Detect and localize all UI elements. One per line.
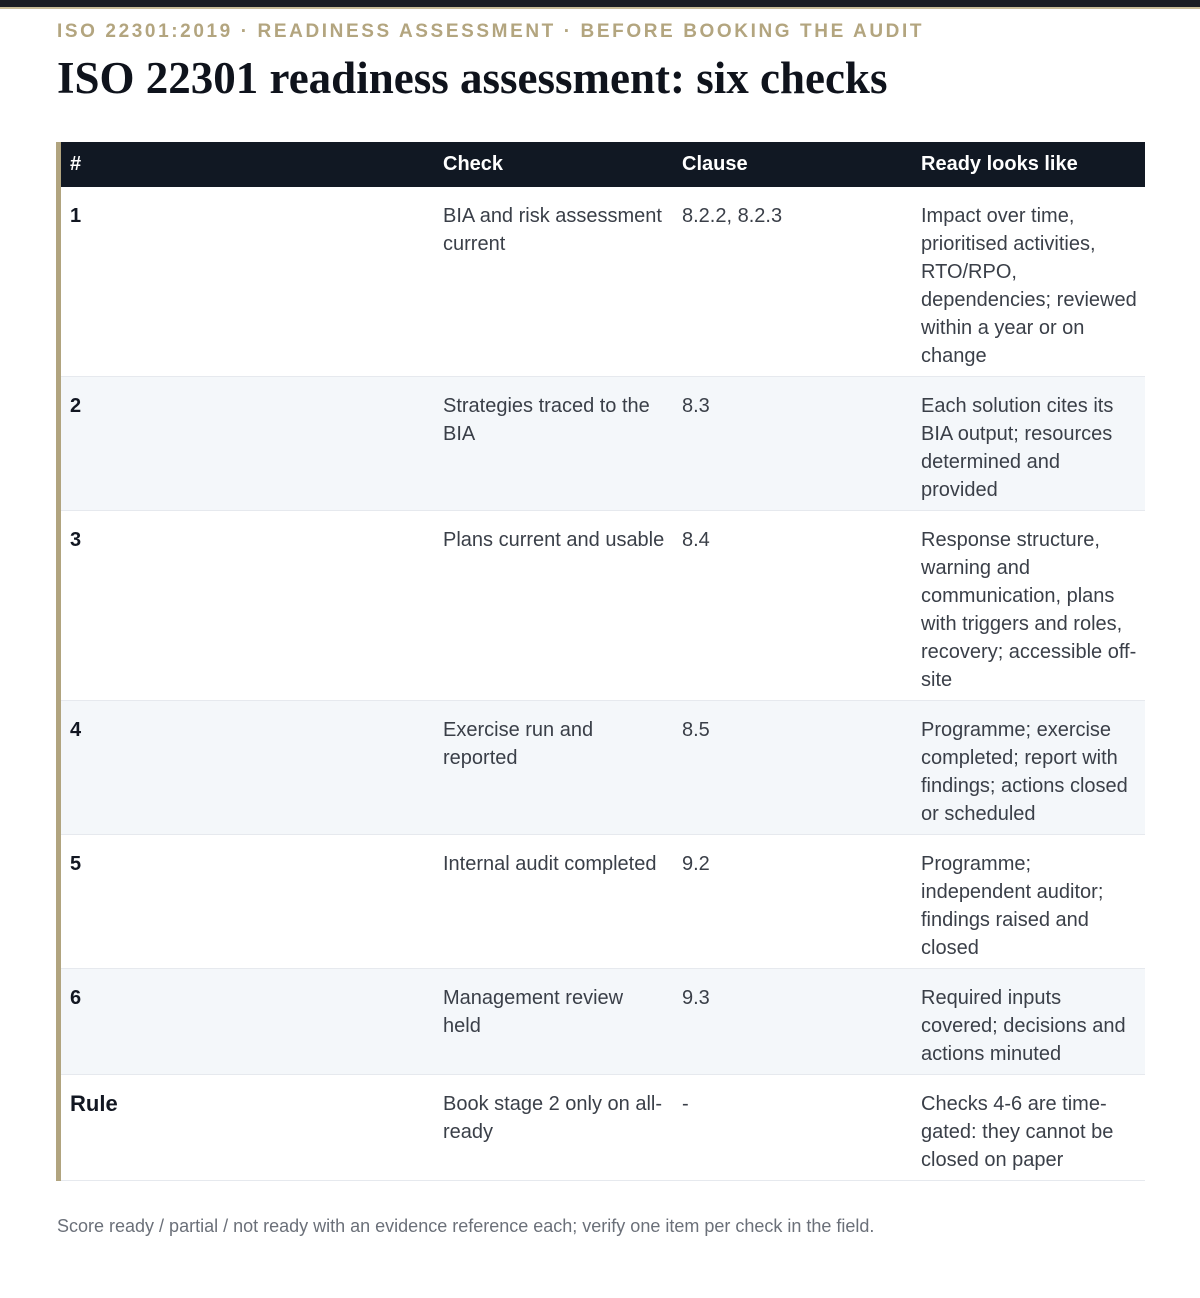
table-row — [61, 511, 1145, 701]
column-header-check: Check — [434, 142, 673, 187]
row-clause: 9.2 — [673, 835, 912, 969]
row-ready: Required inputs covered; decisions and actions minuted — [912, 969, 1145, 1075]
row-check: Exercise run and reported — [434, 701, 673, 835]
table-body — [61, 187, 1145, 1181]
row-check: Book stage 2 only on all-ready — [434, 1075, 673, 1181]
table-row — [61, 187, 1145, 377]
table-row — [61, 701, 1145, 835]
row-number: 6 — [61, 969, 434, 1075]
row-number: 2 — [61, 377, 434, 511]
row-number: 4 — [61, 701, 434, 835]
row-clause: 8.3 — [673, 377, 912, 511]
checks-table — [61, 142, 1145, 1181]
table-row-rule — [61, 1075, 1145, 1181]
row-ready: Programme; exercise completed; report with findings; actions closed or scheduled — [912, 701, 1145, 835]
row-clause: - — [673, 1075, 912, 1181]
footnote: Score ready / partial / not ready with an evidence reference each; verify one item per check in the field. — [57, 1216, 875, 1236]
row-number: 1 — [61, 187, 434, 377]
row-clause: 8.5 — [673, 701, 912, 835]
column-header-clause: Clause — [673, 142, 912, 187]
eyebrow-label: ISO 22301:2019 · READINESS ASSESSMENT · BEFORE BOOKING THE AUDIT — [57, 21, 925, 42]
row-ready: Response structure, warning and communication, plans with triggers and roles, recovery; accessible off-site — [912, 511, 1145, 701]
table-header-row — [61, 142, 1145, 187]
table-row — [61, 377, 1145, 511]
row-check: Management review held — [434, 969, 673, 1075]
row-number: 3 — [61, 511, 434, 701]
column-header-number: # — [61, 142, 434, 187]
table-header — [61, 142, 1145, 187]
row-clause: 9.3 — [673, 969, 912, 1075]
row-number: 5 — [61, 835, 434, 969]
row-ready: Checks 4-6 are time-gated: they cannot be closed on paper — [912, 1075, 1145, 1181]
table-row — [61, 969, 1145, 1075]
row-ready: Impact over time, prioritised activities, RTO/RPO, dependencies; reviewed within a year or on change — [912, 187, 1145, 377]
row-ready: Each solution cites its BIA output; resources determined and provided — [912, 377, 1145, 511]
top-rule — [0, 0, 1200, 9]
row-check: Internal audit completed — [434, 835, 673, 969]
row-ready: Programme; independent auditor; findings raised and closed — [912, 835, 1145, 969]
page-title: ISO 22301 readiness assessment: six checks — [57, 53, 888, 103]
row-check: Plans current and usable — [434, 511, 673, 701]
row-clause: 8.2.2, 8.2.3 — [673, 187, 912, 377]
row-check: BIA and risk assessment current — [434, 187, 673, 377]
column-header-ready: Ready looks like — [912, 142, 1145, 187]
checks-table-container — [56, 142, 1145, 1181]
table-row — [61, 835, 1145, 969]
row-number: Rule — [61, 1075, 434, 1181]
row-check: Strategies traced to the BIA — [434, 377, 673, 511]
row-clause: 8.4 — [673, 511, 912, 701]
